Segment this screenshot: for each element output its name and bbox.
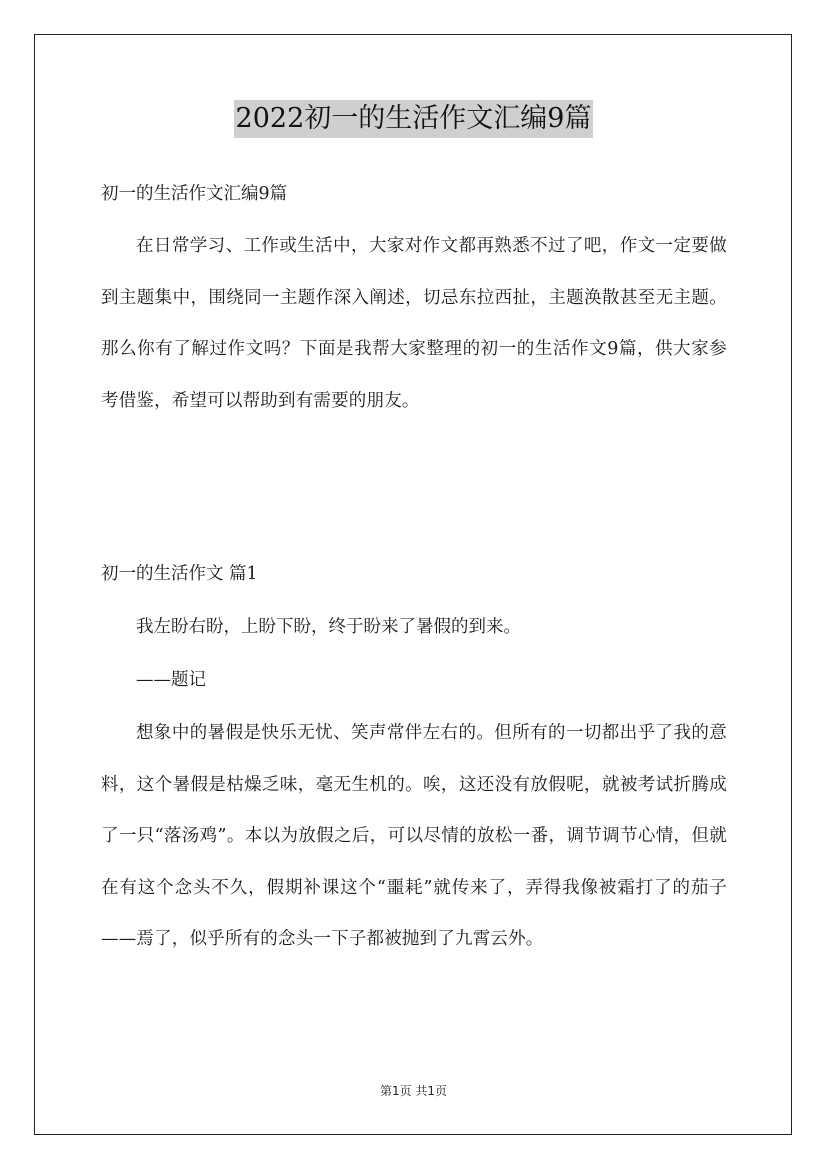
document-title: 2022初一的生活作文汇编9篇 — [234, 100, 594, 138]
intro-paragraph: 在日常学习、工作或生活中，大家对作文都再熟悉不过了吧，作文一定要做到主题集中，围绕同一主题作深入阐述，切忌东拉西扯，主题涣散甚至无主题。那么你有了解过作文吗？下面是我帮大家整理的初一的生活作文9篇，供大家参考借鉴，希望可以帮助到有需要的朋友。 — [101, 236, 727, 411]
section-opening-line: 我左盼右盼，上盼下盼，终于盼来了暑假的到来。 — [136, 617, 521, 637]
title-container — [0, 100, 827, 138]
section-heading: 初一的生活作文 篇1 — [101, 564, 258, 584]
epigraph-note: ——题记 — [136, 670, 206, 690]
document-subtitle: 初一的生活作文汇编9篇 — [101, 184, 288, 204]
page-footer: 第1页 共1页 — [379, 1084, 448, 1098]
section-paragraph: 想象中的暑假是快乐无忧、笑声常伴左右的。但所有的一切都出乎了我的意料，这个暑假是枯燥乏味，毫无生机的。唉，这还没有放假呢，就被考试折腾成了一只“落汤鸡”。本以为放假之后，可以尽情的放松一番，调节调节心情，但就在有这个念头不久，假期补课这个“噩耗”就传来了，弄得我像被霜打了的茄子——焉了，似乎所有的念头一下子都被抛到了九霄云外。 — [101, 723, 727, 949]
